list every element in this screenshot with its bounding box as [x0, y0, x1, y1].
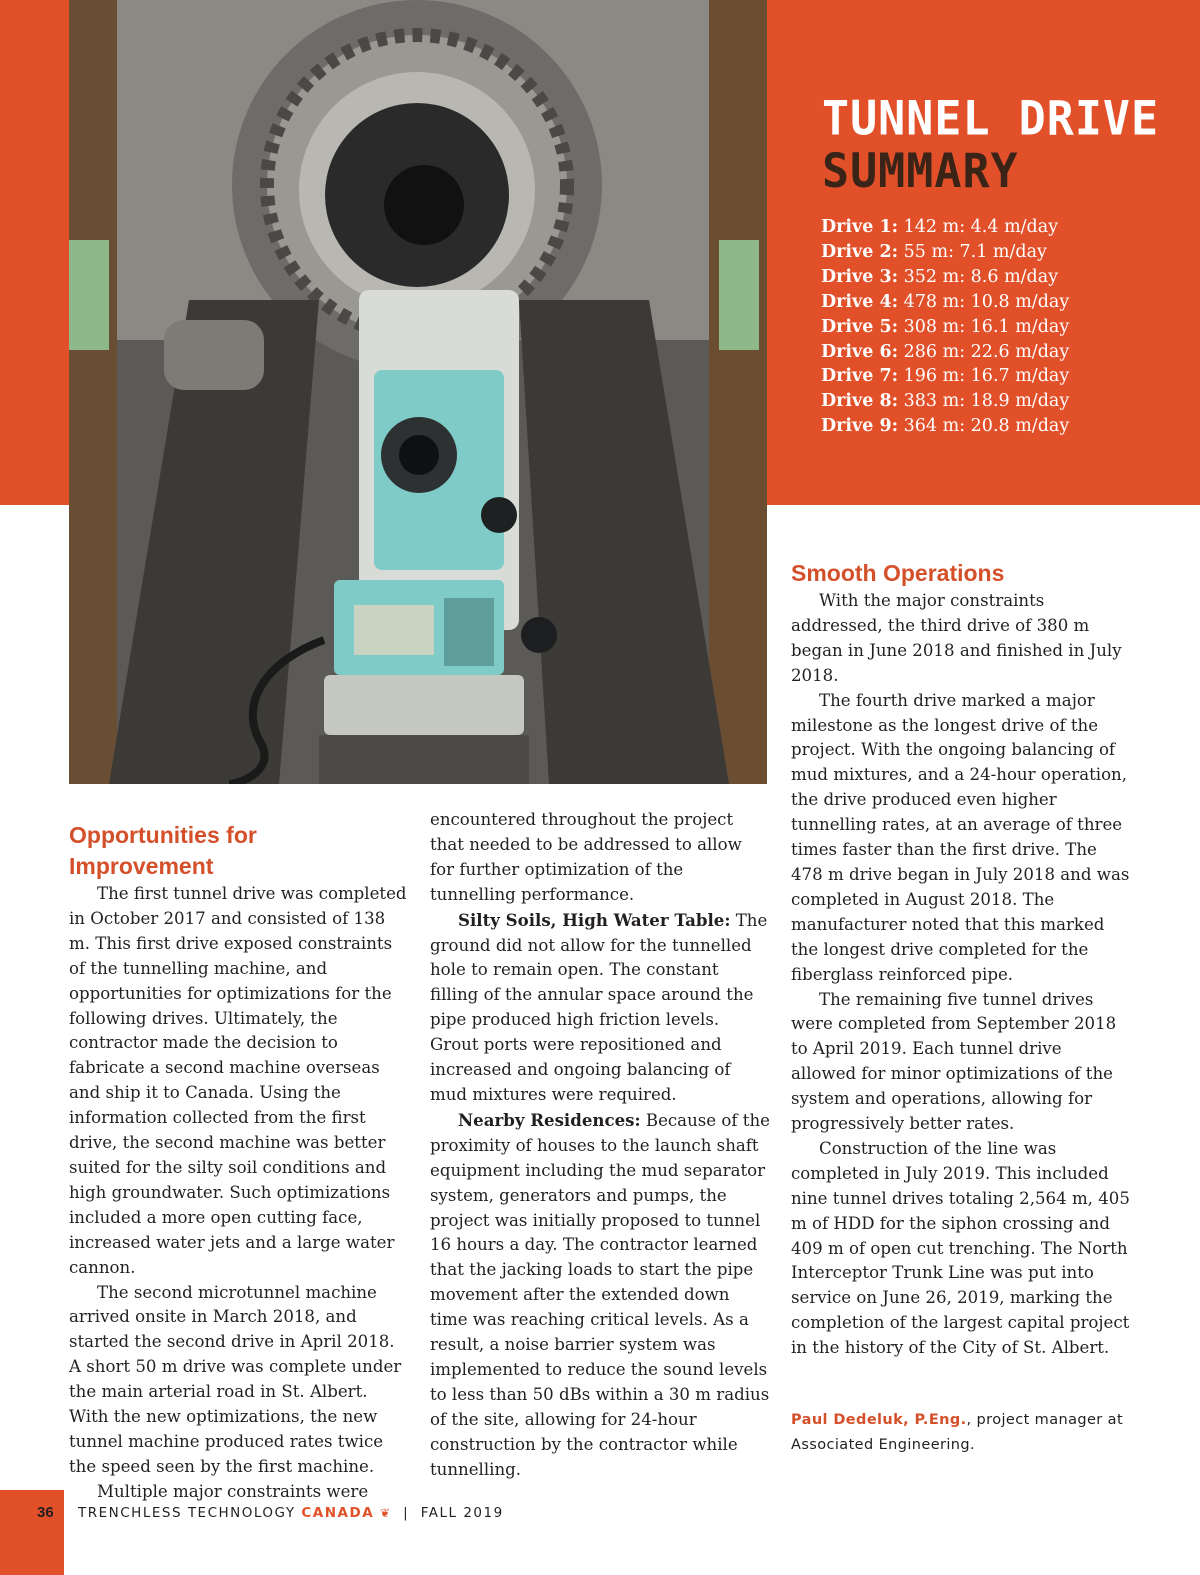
author-role: , project manager at Associated Engineering. [791, 1412, 1124, 1453]
drive-value: 286 m: 22.6 m/day [903, 341, 1070, 362]
drive-item [821, 215, 1069, 240]
summary-title-line2: SUMMARY [822, 142, 1019, 199]
drive-value: 352 m: 8.6 m/day [903, 266, 1059, 287]
drive-value: 383 m: 18.9 m/day [903, 391, 1070, 412]
drive-label: Drive 5: [821, 316, 899, 337]
drive-item [821, 340, 1069, 365]
drive-value: 142 m: 4.4 m/day [903, 217, 1059, 237]
maple-leaf-icon: ❦ [379, 1506, 392, 1520]
column-3 [791, 558, 1131, 1361]
author-name: Paul Dedeluk, P.Eng. [791, 1412, 967, 1428]
paragraph: Multiple major constraints were [97, 1481, 369, 1501]
nearby-residences-paragraph [430, 1108, 770, 1483]
drive-label: Drive 7: [821, 366, 899, 387]
total-station-in-tunnel-photo-icon [69, 0, 767, 784]
drive-label: Drive 2: [821, 241, 899, 262]
paragraph: The first tunnel drive was completed in October 2017 and consisted of 138 m. This first drive exposed constraints of the tunnelling machine, and opportunities for optimizations for the following drives. Ultimately, the contractor made the decision to fabricate a second machine overseas and ship it to Canada. Using the information collected from the first drive, the second machine was better suited for the silty soil conditions and high groundwater. Such optimizations included a more open cutting face, increased water jets and a large water cannon. [69, 884, 407, 1277]
drive-value: 308 m: 16.1 m/day [903, 316, 1070, 337]
paragraph: The remaining five tunnel drives were completed from September 2018 to April 2019. Each tunnel drive allowed for minor optimizations of the system and operations, allowing for progressively better rates. [791, 989, 1117, 1134]
paragraph: Construction of the line was completed in July 2019. This included nine tunnel drives totaling 2,564 m, 405 m of HDD for the siphon crossing and 409 m of open cut trenching. The North Interceptor Trunk Line was put into service on June 26, 2019, marking the completion of the largest capital project in the history of the City of St. Albert. [791, 1138, 1130, 1358]
silty-soils-paragraph [430, 908, 770, 1108]
drive-value: 55 m: 7.1 m/day [903, 241, 1047, 262]
drive-label: Drive 3: [821, 266, 899, 287]
publication-name: TRENCHLESS TECHNOLOGY [78, 1505, 296, 1521]
column-2 [430, 808, 770, 1482]
issue-date: FALL 2019 [420, 1505, 504, 1521]
paragraph: encountered throughout the project that needed to be addressed to allow for further optimization of the tunnelling performance. [430, 810, 742, 904]
author-bio [791, 1408, 1161, 1458]
opportunities-heading [69, 820, 409, 882]
paragraph: The second microtunnel machine arrived onsite in March 2018, and started the second drive in April 2018. A short 50 m drive was complete under the main arterial road in St. Albert. With the new optimizations, the new tunnel machine produced rates twice the speed seen by the first machine. [69, 1282, 402, 1476]
drive-item [821, 290, 1069, 315]
drive-value: 196 m: 16.7 m/day [903, 366, 1070, 387]
paragraph: With the major constraints addressed, the third drive of 380 m began in June 2018 and finished in July 2018. [791, 591, 1122, 685]
publication-canada: CANADA [301, 1505, 375, 1521]
silty-soils-label: Silty Soils, High Water Table: [458, 909, 731, 930]
page-number: 36 [37, 1504, 54, 1521]
drive-label: Drive 4: [821, 291, 899, 312]
total-station-photo [69, 0, 767, 784]
smooth-operations-heading: Smooth Operations [791, 560, 1005, 586]
drive-item [821, 414, 1069, 439]
footer-publication: TRENCHLESS TECHNOLOGY CANADA ❦ | FALL 2019 [78, 1505, 504, 1521]
drive-label: Drive 8: [821, 391, 899, 412]
summary-title-line1: TUNNEL DRIVE [822, 90, 1160, 147]
drive-item [821, 240, 1069, 265]
nearby-residences-text: Because of the proximity of houses to the launch shaft equipment including the mud separator system, generators and pumps, the project was initially proposed to tunnel 16 hours a day. The contractor learned that the jacking loads to start the pipe movement after the extended down time was reaching critical levels. As a result, a noise barrier system was implemented to reduce the sound levels to less than 50 dBs within a 30 m radius of the site, allowing for 24-hour construction by the contractor while tunnelling. [430, 1110, 770, 1479]
summary-title [822, 90, 1160, 199]
drive-list [821, 215, 1069, 439]
column-1 [69, 820, 409, 1505]
paragraph: The fourth drive marked a major milestone as the longest drive of the project. With the ongoing balancing of mud mixtures, and a 24-hour operation, the drive produced even higher tunnelling rates, at an average of three times faster than the first drive. The 478 m drive began in July 2018 and was completed in August 2018. The manufacturer noted that this marked the longest drive completed for the fiberglass reinforced pipe. [791, 690, 1130, 984]
drive-item [821, 265, 1069, 290]
drive-label: Drive 9: [821, 416, 899, 437]
nearby-residences-label: Nearby Residences: [458, 1109, 641, 1130]
drive-value: 478 m: 10.8 m/day [903, 291, 1070, 312]
opportunities-heading-line1: Opportunities for [69, 822, 257, 848]
footer-accent-bar [0, 1490, 64, 1575]
drive-item [821, 364, 1069, 389]
silty-soils-text: The ground did not allow for the tunnelled hole to remain open. The constant filling of the annular space around the pipe produced high friction levels. Grout ports were repositioned and increased and ongoing balancing of mud mixtures were required. [430, 910, 768, 1104]
drive-value: 364 m: 20.8 m/day [903, 416, 1070, 437]
drive-label: Drive 6: [821, 341, 899, 362]
drive-item [821, 315, 1069, 340]
drive-label: Drive 1: [821, 217, 899, 237]
opportunities-heading-line2: Improvement [69, 853, 214, 879]
drive-item [821, 389, 1069, 414]
